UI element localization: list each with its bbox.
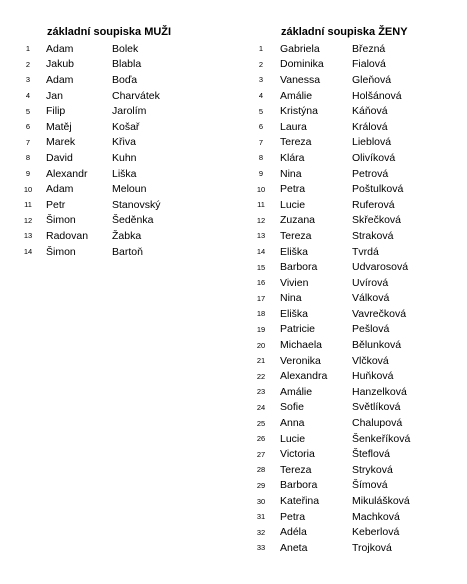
row-number: 11 <box>24 200 32 210</box>
first-name: Dominika <box>280 58 324 71</box>
row-number: 11 <box>257 200 265 210</box>
row-number: 29 <box>256 480 266 490</box>
roster-row <box>252 244 410 260</box>
first-name: Filip <box>46 105 66 118</box>
roster-row <box>252 150 410 166</box>
row-number: 22 <box>256 371 266 381</box>
last-name: Válková <box>352 292 390 305</box>
first-name: Lucie <box>280 432 306 445</box>
last-name: Káňová <box>352 105 388 118</box>
last-name: Šeděnka <box>112 214 154 227</box>
row-number: 2 <box>258 59 264 69</box>
roster-row <box>252 259 410 275</box>
last-name: Křiva <box>112 136 136 149</box>
roster-row <box>20 166 171 182</box>
roster-row <box>252 166 410 182</box>
row-number: 1 <box>25 44 31 54</box>
first-name: Aneta <box>280 541 308 554</box>
roster-row <box>252 322 410 338</box>
first-name: Nina <box>280 292 302 305</box>
first-name: Lucie <box>280 198 306 211</box>
row-number: 25 <box>256 418 266 428</box>
first-name: Veronika <box>280 354 321 367</box>
women-roster-rows <box>252 41 410 556</box>
roster-row <box>252 228 410 244</box>
roster-row <box>20 135 171 151</box>
first-name: Amálie <box>280 385 313 398</box>
row-number: 13 <box>23 231 33 241</box>
last-name: Machková <box>352 510 400 523</box>
row-number: 16 <box>256 278 266 288</box>
roster-row <box>252 197 410 213</box>
row-number: 7 <box>258 137 264 147</box>
roster-row <box>252 213 410 229</box>
row-number: 27 <box>256 449 266 459</box>
first-name: Michaela <box>280 339 323 352</box>
last-name: Udvarosová <box>352 261 409 274</box>
roster-row <box>252 119 410 135</box>
last-name: Blabla <box>112 58 142 71</box>
roster-row <box>20 228 171 244</box>
last-name: Uvírová <box>352 276 389 289</box>
roster-row <box>20 72 171 88</box>
roster-row <box>252 291 410 307</box>
roster-row <box>252 275 410 291</box>
roster-row <box>252 384 410 400</box>
roster-row <box>252 524 410 540</box>
last-name: Liška <box>112 167 137 180</box>
roster-row <box>252 306 410 322</box>
last-name: Mikulášková <box>352 495 410 508</box>
last-name: Žabka <box>112 229 142 242</box>
row-number: 6 <box>258 122 264 132</box>
first-name: Tereza <box>280 136 312 149</box>
row-number: 10 <box>23 184 33 194</box>
row-number: 7 <box>25 137 31 147</box>
roster-row <box>252 493 410 509</box>
first-name: Šimon <box>46 214 76 227</box>
first-name: David <box>46 151 73 164</box>
first-name: Tereza <box>280 463 312 476</box>
last-name: Holšánová <box>352 89 402 102</box>
last-name: Fialová <box>352 58 386 71</box>
first-name: Eliška <box>280 245 309 258</box>
row-number: 17 <box>256 293 266 303</box>
last-name: Ruferová <box>352 198 395 211</box>
roster-row <box>20 41 171 57</box>
roster-row <box>252 57 410 73</box>
first-name: Jan <box>46 89 63 102</box>
row-number: 30 <box>256 496 266 506</box>
first-name: Vanessa <box>280 73 321 86</box>
first-name: Kateřina <box>280 495 320 508</box>
first-name: Barbora <box>280 261 318 274</box>
first-name: Gabriela <box>280 42 320 55</box>
row-number: 23 <box>256 387 266 397</box>
first-name: Patricie <box>280 323 316 336</box>
row-number: 28 <box>256 465 266 475</box>
row-number: 5 <box>25 106 31 116</box>
row-number: 5 <box>258 106 264 116</box>
last-name: Meloun <box>112 183 147 196</box>
row-number: 13 <box>256 231 266 241</box>
first-name: Adéla <box>280 526 307 539</box>
roster-row <box>252 431 410 447</box>
first-name: Adam <box>46 73 74 86</box>
row-number: 26 <box>256 434 266 444</box>
row-number: 24 <box>256 402 266 412</box>
roster-row <box>252 368 410 384</box>
last-name: Olivíková <box>352 151 396 164</box>
row-number: 15 <box>256 262 266 272</box>
row-number: 4 <box>25 91 31 101</box>
last-name: Charvátek <box>112 89 160 102</box>
last-name: Gleňová <box>352 73 392 86</box>
last-name: Šteflová <box>352 448 390 461</box>
roster-row <box>252 41 410 57</box>
first-name: Eliška <box>280 307 309 320</box>
roster-row <box>252 72 410 88</box>
row-number: 9 <box>25 169 31 179</box>
last-name: Hanzelková <box>352 385 407 398</box>
first-name: Šimon <box>46 245 76 258</box>
last-name: Stanovský <box>112 198 161 211</box>
last-name: Bolek <box>112 42 139 55</box>
row-number: 21 <box>256 356 266 366</box>
row-number: 18 <box>256 309 266 319</box>
row-number: 10 <box>256 184 266 194</box>
first-name: Sofie <box>280 401 304 414</box>
first-name: Jakub <box>46 58 75 71</box>
row-number: 19 <box>256 324 266 334</box>
roster-row <box>252 415 410 431</box>
last-name: Trojková <box>352 541 392 554</box>
row-number: 33 <box>256 543 266 553</box>
last-name: Chalupová <box>352 417 403 430</box>
first-name: Alexandr <box>46 167 88 180</box>
last-name: Lieblová <box>352 136 392 149</box>
row-number: 3 <box>258 75 264 85</box>
row-number: 32 <box>256 527 266 537</box>
last-name: Březná <box>352 42 386 55</box>
first-name: Adam <box>46 183 74 196</box>
first-name: Zuzana <box>280 214 316 227</box>
roster-row <box>20 103 171 119</box>
first-name: Barbora <box>280 479 318 492</box>
roster-row <box>20 119 171 135</box>
last-name: Košař <box>112 120 140 133</box>
row-number: 12 <box>23 215 33 225</box>
roster-row <box>252 462 410 478</box>
last-name: Pešlová <box>352 323 390 336</box>
roster-row <box>252 353 410 369</box>
roster-row <box>20 150 171 166</box>
last-name: Bartoň <box>112 245 143 258</box>
last-name: Tvrdá <box>352 245 379 258</box>
roster-row <box>252 103 410 119</box>
first-name: Petra <box>280 510 306 523</box>
roster-row <box>252 337 410 353</box>
row-number: 9 <box>258 169 264 179</box>
roster-row <box>252 88 410 104</box>
first-name: Marek <box>46 136 76 149</box>
roster-row <box>20 197 171 213</box>
first-name: Klára <box>280 151 305 164</box>
roster-row <box>20 213 171 229</box>
row-number: 14 <box>23 247 33 257</box>
roster-row <box>20 57 171 73</box>
last-name: Jarolím <box>112 105 147 118</box>
last-name: Straková <box>352 229 394 242</box>
roster-row <box>20 88 171 104</box>
row-number: 12 <box>256 215 266 225</box>
last-name: Skřečková <box>352 214 402 227</box>
last-name: Boďa <box>112 73 138 86</box>
first-name: Victoria <box>280 448 315 461</box>
first-name: Petra <box>280 183 306 196</box>
row-number: 31 <box>256 512 266 522</box>
last-name: Stryková <box>352 463 393 476</box>
roster-row <box>252 540 410 556</box>
last-name: Kuhn <box>112 151 137 164</box>
first-name: Laura <box>280 120 307 133</box>
roster-row <box>20 244 171 260</box>
roster-row <box>252 446 410 462</box>
row-number: 8 <box>258 153 264 163</box>
row-number: 3 <box>25 75 31 85</box>
row-number: 1 <box>258 44 264 54</box>
men-roster-title: základní soupiska MUŽI <box>47 26 172 38</box>
last-name: Bělunková <box>352 339 402 352</box>
row-number: 4 <box>258 91 264 101</box>
first-name: Radovan <box>46 229 89 242</box>
first-name: Petr <box>46 198 66 211</box>
roster-row <box>20 181 171 197</box>
last-name: Králová <box>352 120 388 133</box>
first-name: Nina <box>280 167 302 180</box>
row-number: 20 <box>256 340 266 350</box>
row-number: 6 <box>25 122 31 132</box>
roster-row <box>252 509 410 525</box>
first-name: Amálie <box>280 89 313 102</box>
men-roster <box>20 24 171 259</box>
last-name: Petrová <box>352 167 389 180</box>
first-name: Kristýna <box>280 105 318 118</box>
roster-row <box>252 478 410 494</box>
first-name: Adam <box>46 42 74 55</box>
roster-row <box>252 181 410 197</box>
last-name: Poštulková <box>352 183 404 196</box>
last-name: Vavrečková <box>352 307 407 320</box>
last-name: Šenkeříková <box>352 432 411 445</box>
last-name: Šímová <box>352 479 388 492</box>
women-roster-title: základní soupiska ŽENY <box>281 26 408 38</box>
last-name: Huňková <box>352 370 394 383</box>
row-number: 2 <box>25 59 31 69</box>
first-name: Matěj <box>46 120 72 133</box>
first-name: Vivien <box>280 276 309 289</box>
women-roster <box>252 24 410 556</box>
first-name: Tereza <box>280 229 312 242</box>
roster-row <box>252 135 410 151</box>
row-number: 8 <box>25 153 31 163</box>
first-name: Anna <box>280 417 305 430</box>
last-name: Světlíková <box>352 401 401 414</box>
men-roster-rows <box>20 41 171 259</box>
row-number: 14 <box>256 247 266 257</box>
last-name: Vlčková <box>352 354 389 367</box>
last-name: Keberlová <box>352 526 400 539</box>
first-name: Alexandra <box>280 370 328 383</box>
roster-row <box>252 400 410 416</box>
